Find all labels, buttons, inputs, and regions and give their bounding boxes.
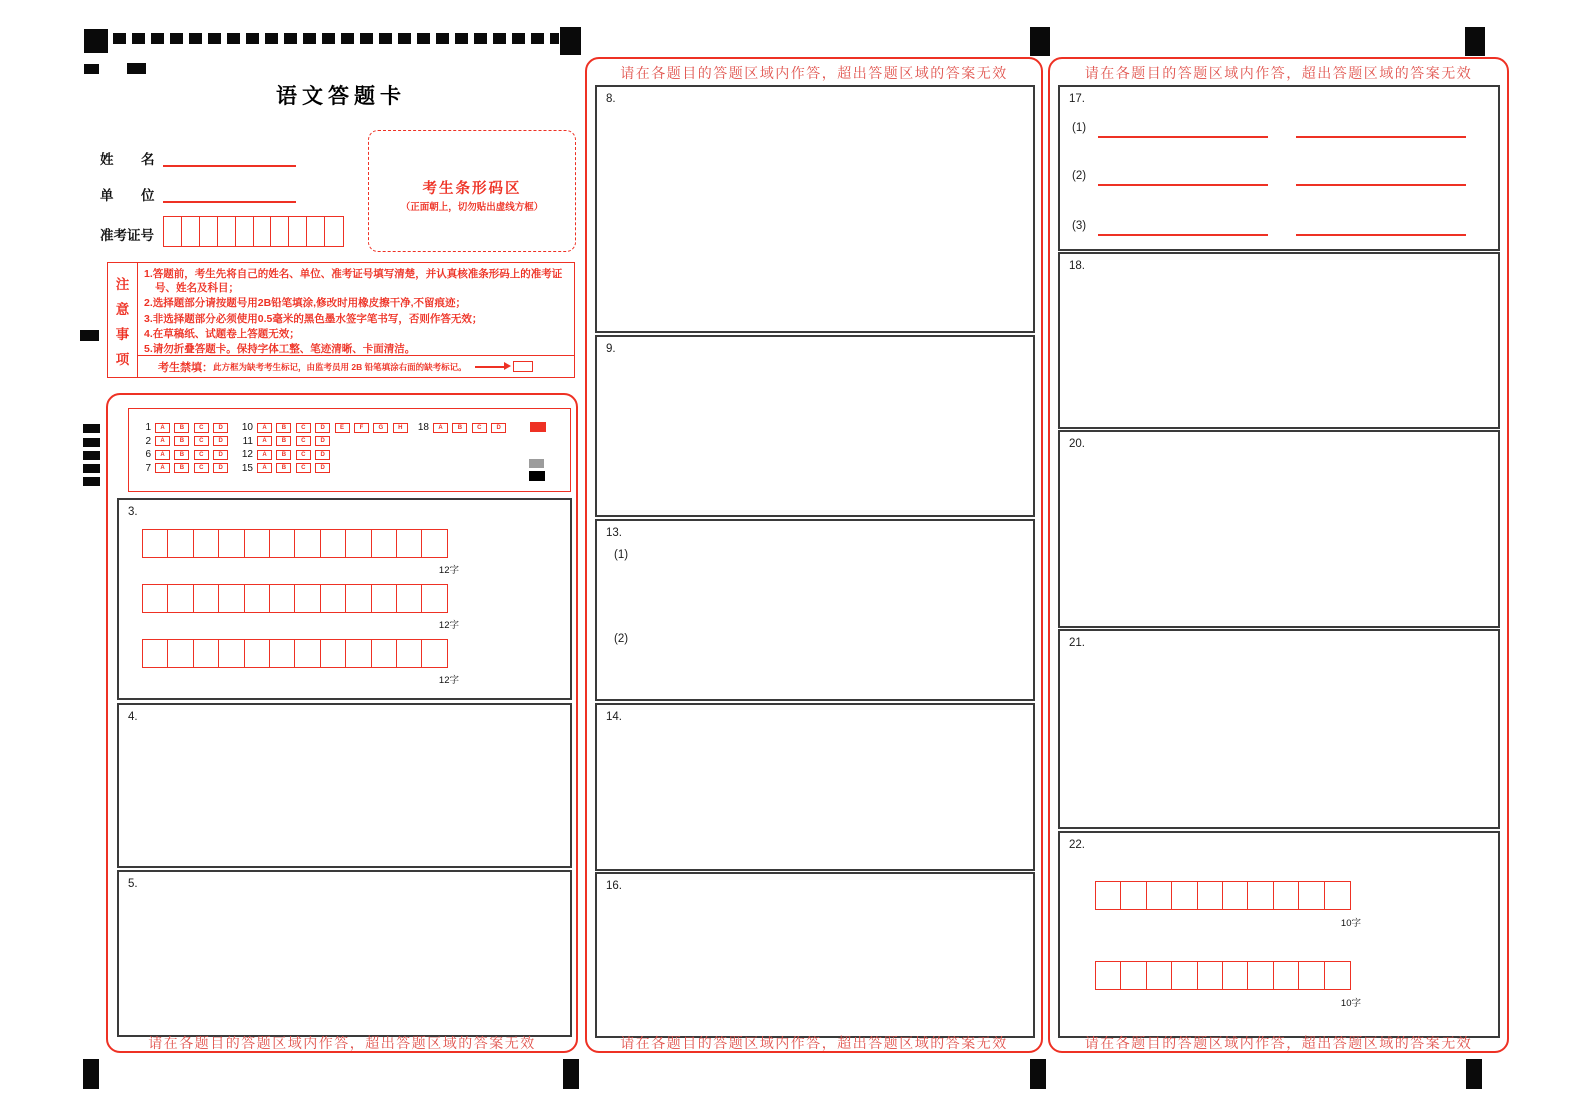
exam-number-label: 准考证号: [100, 228, 154, 243]
answer-bubble-18-A[interactable]: A: [433, 423, 448, 433]
timing-mark: [1465, 27, 1485, 56]
char-cell[interactable]: [218, 529, 245, 558]
notice-heading-char: 注: [115, 276, 130, 292]
forbid-label: 考生禁填：: [158, 361, 213, 374]
question-3-counter-2: 12字: [438, 620, 459, 631]
right-column-footer-banner: 请在各题目的答题区域内作答，超出答题区域的答案无效: [1084, 1037, 1473, 1052]
question-22-counter-1: 10字: [1340, 918, 1361, 929]
char-cell[interactable]: [1222, 881, 1249, 910]
answer-line[interactable]: [1296, 116, 1466, 138]
question-20-area[interactable]: [1058, 430, 1500, 628]
answer-bubble-15-B[interactable]: B: [276, 463, 291, 473]
char-cell[interactable]: [1324, 961, 1351, 990]
question-21-label: 21.: [1069, 637, 1085, 649]
notice-heading-char: 意: [115, 301, 130, 317]
timing-mark: [83, 424, 100, 433]
char-cell[interactable]: [345, 584, 372, 613]
question-number: 6: [145, 449, 151, 461]
answer-bubble-2-D[interactable]: D: [213, 436, 228, 446]
char-cell[interactable]: [1197, 881, 1224, 910]
middle-column-header-banner: 请在各题目的答题区域内作答，超出答题区域的答案无效: [620, 67, 1008, 82]
answer-bubble-18-D[interactable]: D: [491, 423, 506, 433]
question-5-label: 5.: [128, 878, 138, 890]
question-14-area[interactable]: [595, 703, 1035, 871]
question-13-sub-1: (1): [614, 549, 629, 561]
char-cell[interactable]: [1197, 961, 1224, 990]
char-cell[interactable]: [269, 584, 296, 613]
question-9-label: 9.: [606, 343, 616, 355]
timing-mark: [560, 27, 581, 55]
unit-input-line[interactable]: [163, 181, 296, 203]
calibration-block-black: [529, 471, 545, 481]
answer-bubble-10-F[interactable]: F: [354, 423, 369, 433]
question-20-label: 20.: [1069, 438, 1085, 450]
char-cell[interactable]: [294, 529, 321, 558]
answer-bubble-10-H[interactable]: H: [393, 423, 408, 433]
question-number: 1: [145, 422, 151, 433]
char-cell[interactable]: [1247, 881, 1274, 910]
answer-bubble-7-B[interactable]: B: [174, 463, 189, 473]
bubble-group-12: [237, 449, 335, 460]
answer-bubble-10-B[interactable]: B: [276, 423, 291, 433]
char-cell[interactable]: [1095, 961, 1122, 990]
question-17-label: 17.: [1069, 93, 1085, 105]
char-cell[interactable]: [1146, 961, 1173, 990]
char-cell[interactable]: [142, 639, 169, 668]
char-cell[interactable]: [244, 529, 271, 558]
question-4-label: 4.: [128, 711, 138, 723]
char-cell[interactable]: [371, 584, 398, 613]
char-cell[interactable]: [1120, 881, 1147, 910]
answer-bubble-12-D[interactable]: D: [315, 450, 330, 460]
timing-mark: [83, 477, 100, 486]
notice-heading-char: 事: [115, 326, 130, 342]
question-13-sub-2: (2): [614, 633, 629, 645]
exam-number-boxes: [163, 216, 344, 247]
answer-bubble-10-E[interactable]: E: [335, 423, 350, 433]
right-column-header-banner: 请在各题目的答题区域内作答，超出答题区域的答案无效: [1084, 67, 1473, 82]
char-cell[interactable]: [1324, 881, 1351, 910]
question-number: 10: [241, 422, 253, 433]
question-13-label: 13.: [606, 527, 622, 539]
timing-mark: [83, 464, 100, 473]
answer-bubble-12-A[interactable]: A: [257, 450, 272, 460]
name-label: 姓: [100, 152, 114, 167]
question-17-sub-2: (2): [1072, 170, 1087, 182]
exam-number-cell[interactable]: [324, 216, 344, 247]
char-cell[interactable]: [167, 639, 194, 668]
answer-bubble-7-C[interactable]: C: [194, 463, 209, 473]
timing-mark: [1466, 1059, 1482, 1089]
question-17-sub-1: (1): [1072, 122, 1087, 134]
char-cell[interactable]: [167, 584, 194, 613]
exam-number-cell[interactable]: [270, 216, 290, 247]
question-18-label: 18.: [1069, 260, 1085, 272]
answer-bubble-12-B[interactable]: B: [276, 450, 291, 460]
question-13-area[interactable]: [595, 519, 1035, 701]
answer-line[interactable]: [1098, 164, 1268, 186]
answer-bubble-12-C[interactable]: C: [296, 450, 311, 460]
question-9-area[interactable]: [595, 335, 1035, 517]
bubble-group-15: [237, 463, 335, 474]
bubble-group-1: [135, 422, 233, 433]
bubble-group-18: [413, 422, 511, 433]
notice-item: 4.在草稿纸、试题卷上答题无效；: [144, 327, 300, 340]
timing-mark: [84, 29, 108, 53]
answer-bubble-11-C[interactable]: C: [296, 436, 311, 446]
timing-mark: [1030, 27, 1050, 56]
answer-bubble-18-B[interactable]: B: [452, 423, 467, 433]
notice-heading: [108, 263, 138, 377]
objective-answer-box: [128, 408, 571, 492]
notice-items: [144, 267, 568, 357]
char-cell[interactable]: [345, 529, 372, 558]
answer-bubble-6-D[interactable]: D: [213, 450, 228, 460]
timing-mark: [83, 438, 100, 447]
exam-number-cell[interactable]: [235, 216, 255, 247]
char-cell[interactable]: [1120, 961, 1147, 990]
question-17-sub-3: (3): [1072, 220, 1087, 232]
answer-line[interactable]: [1296, 164, 1466, 186]
barcode-area: [368, 130, 576, 252]
timing-mark: [84, 64, 99, 74]
name-input-line[interactable]: [163, 145, 296, 167]
question-17-area[interactable]: [1058, 85, 1500, 251]
char-cell[interactable]: [167, 529, 194, 558]
char-cell[interactable]: [193, 584, 220, 613]
char-cell[interactable]: [218, 639, 245, 668]
unit-label-2: 位: [141, 188, 155, 203]
unit-label: 单: [100, 188, 114, 203]
question-22-grid-1: [1095, 881, 1351, 910]
answer-bubble-10-G[interactable]: G: [373, 423, 388, 433]
middle-column-footer-banner: 请在各题目的答题区域内作答，超出答题区域的答案无效: [620, 1037, 1008, 1052]
char-cell[interactable]: [1273, 961, 1300, 990]
char-cell[interactable]: [269, 529, 296, 558]
char-cell[interactable]: [1171, 881, 1198, 910]
answer-bubble-10-A[interactable]: A: [257, 423, 272, 433]
char-cell[interactable]: [396, 529, 423, 558]
char-cell[interactable]: [1146, 881, 1173, 910]
char-cell[interactable]: [320, 639, 347, 668]
question-22-counter-2: 10字: [1340, 998, 1361, 1009]
timing-mark: [83, 451, 100, 460]
char-cell[interactable]: [421, 584, 448, 613]
question-number: 11: [242, 435, 253, 447]
answer-line[interactable]: [1098, 214, 1268, 236]
char-cell[interactable]: [371, 529, 398, 558]
char-cell[interactable]: [142, 529, 169, 558]
answer-bubble-1-A[interactable]: A: [155, 423, 170, 433]
timing-dash-row: [113, 33, 559, 44]
answer-bubble-7-A[interactable]: A: [155, 463, 170, 473]
calibration-block-red: [530, 422, 546, 432]
char-cell[interactable]: [421, 639, 448, 668]
char-cell[interactable]: [320, 584, 347, 613]
timing-mark: [83, 1059, 99, 1089]
notice-item: 2.选择题部分请按题号用2B铅笔填涂,修改时用橡皮擦干净,不留痕迹；: [144, 297, 467, 310]
barcode-area-subtitle: （正面朝上，切勿贴出虚线方框）: [400, 202, 544, 213]
question-16-area[interactable]: [595, 872, 1035, 1038]
bubble-group-11: [237, 436, 335, 447]
notice-item: 1.答题前，考生先将自己的姓名、单位、准考证号填写清楚，并认真核准条形码上的准考证号、姓名及科目；: [144, 268, 563, 295]
answer-bubble-11-B[interactable]: B: [276, 436, 291, 446]
question-8-area[interactable]: [595, 85, 1035, 333]
answer-bubble-rows: [135, 422, 570, 476]
timing-mark: [1030, 1059, 1046, 1089]
name-label-2: 名: [141, 152, 155, 167]
answer-bubble-18-C[interactable]: C: [472, 423, 487, 433]
answer-bubble-15-C[interactable]: C: [296, 463, 311, 473]
question-number: 12: [241, 449, 253, 461]
exam-number-cell[interactable]: [181, 216, 201, 247]
question-22-label: 22.: [1069, 839, 1085, 851]
answer-bubble-6-A[interactable]: A: [155, 450, 170, 460]
question-number: 7: [145, 462, 151, 474]
char-cell[interactable]: [1247, 961, 1274, 990]
answer-line[interactable]: [1296, 214, 1466, 236]
answer-bubble-10-C[interactable]: C: [296, 423, 311, 433]
barcode-area-title: 考生条形码区: [422, 181, 522, 197]
char-cell[interactable]: [396, 639, 423, 668]
answer-bubble-15-D[interactable]: D: [315, 463, 330, 473]
left-column-footer-banner: 请在各题目的答题区域内作答，超出答题区域的答案无效: [148, 1037, 536, 1052]
calibration-block-gray: [529, 459, 544, 468]
char-cell[interactable]: [269, 639, 296, 668]
char-cell[interactable]: [421, 529, 448, 558]
answer-bubble-1-C[interactable]: C: [194, 423, 209, 433]
answer-bubble-10-D[interactable]: D: [315, 423, 330, 433]
exam-number-cell[interactable]: [199, 216, 219, 247]
forbid-text: 此方框为缺考考生标记，由监考员用 2B 铅笔填涂右面的缺考标记。: [213, 361, 467, 372]
answer-bubble-11-D[interactable]: D: [315, 436, 330, 446]
answer-bubble-1-B[interactable]: B: [174, 423, 189, 433]
question-number: 15: [241, 462, 253, 474]
char-cell[interactable]: [396, 584, 423, 613]
notice-forbid-row: [138, 356, 574, 377]
arrow-icon: [475, 366, 505, 368]
exam-number-cell[interactable]: [163, 216, 183, 247]
char-cell[interactable]: [1273, 881, 1300, 910]
question-16-label: 16.: [606, 880, 622, 892]
exam-number-cell[interactable]: [306, 216, 326, 247]
char-cell[interactable]: [193, 529, 220, 558]
char-cell[interactable]: [1222, 961, 1249, 990]
notice-item: 5.请勿折叠答题卡。保持字体工整、笔迹清晰、卡面清洁。: [144, 343, 416, 356]
notice-box: [107, 262, 575, 378]
answer-bubble-15-A[interactable]: A: [257, 463, 272, 473]
char-cell[interactable]: [1298, 961, 1325, 990]
question-3-grid-3: [142, 639, 448, 668]
question-5-area[interactable]: [117, 870, 572, 1037]
question-3-counter-1: 12字: [438, 565, 459, 576]
bubble-group-6: [135, 449, 233, 460]
timing-mark: [127, 63, 146, 74]
question-number: 18: [417, 422, 429, 433]
answer-bubble-11-A[interactable]: A: [257, 436, 272, 446]
char-cell[interactable]: [1095, 881, 1122, 910]
char-cell[interactable]: [320, 529, 347, 558]
absent-mark-box[interactable]: [513, 361, 533, 372]
question-3-label: 3.: [128, 506, 138, 518]
char-cell[interactable]: [244, 584, 271, 613]
answer-line[interactable]: [1098, 116, 1268, 138]
question-18-area[interactable]: [1058, 252, 1500, 429]
char-cell[interactable]: [294, 584, 321, 613]
char-cell[interactable]: [294, 639, 321, 668]
char-cell[interactable]: [193, 639, 220, 668]
char-cell[interactable]: [1171, 961, 1198, 990]
question-3-counter-3: 12字: [438, 675, 459, 686]
question-3-grid-2: [142, 584, 448, 613]
exam-number-cell[interactable]: [253, 216, 273, 247]
char-cell[interactable]: [142, 584, 169, 613]
exam-number-cell[interactable]: [217, 216, 237, 247]
question-number: 2: [145, 435, 151, 447]
question-8-label: 8.: [606, 93, 616, 105]
answer-bubble-2-C[interactable]: C: [194, 436, 209, 446]
answer-bubble-7-D[interactable]: D: [213, 463, 228, 473]
answer-bubble-2-B[interactable]: B: [174, 436, 189, 446]
notice-heading-char: 项: [115, 351, 130, 367]
page-title: 语文答题卡: [276, 85, 406, 108]
answer-bubble-6-B[interactable]: B: [174, 450, 189, 460]
char-cell[interactable]: [218, 584, 245, 613]
bubble-group-10: [237, 422, 412, 433]
bubble-group-2: [135, 436, 233, 447]
answer-bubble-2-A[interactable]: A: [155, 436, 170, 446]
char-cell[interactable]: [345, 639, 372, 668]
char-cell[interactable]: [371, 639, 398, 668]
answer-bubble-1-D[interactable]: D: [213, 423, 228, 433]
char-cell[interactable]: [244, 639, 271, 668]
question-3-grid-1: [142, 529, 448, 558]
timing-mark: [80, 330, 99, 341]
timing-mark: [563, 1059, 579, 1089]
bubble-group-7: [135, 463, 233, 474]
exam-number-cell[interactable]: [288, 216, 308, 247]
notice-item: 3.非选择题部分必须使用0.5毫米的黑色墨水签字笔书写，否则作答无效；: [144, 312, 483, 325]
answer-bubble-6-C[interactable]: C: [194, 450, 209, 460]
question-22-grid-2: [1095, 961, 1351, 990]
question-14-label: 14.: [606, 711, 622, 723]
question-4-area[interactable]: [117, 703, 572, 868]
char-cell[interactable]: [1298, 881, 1325, 910]
question-21-area[interactable]: [1058, 629, 1500, 829]
